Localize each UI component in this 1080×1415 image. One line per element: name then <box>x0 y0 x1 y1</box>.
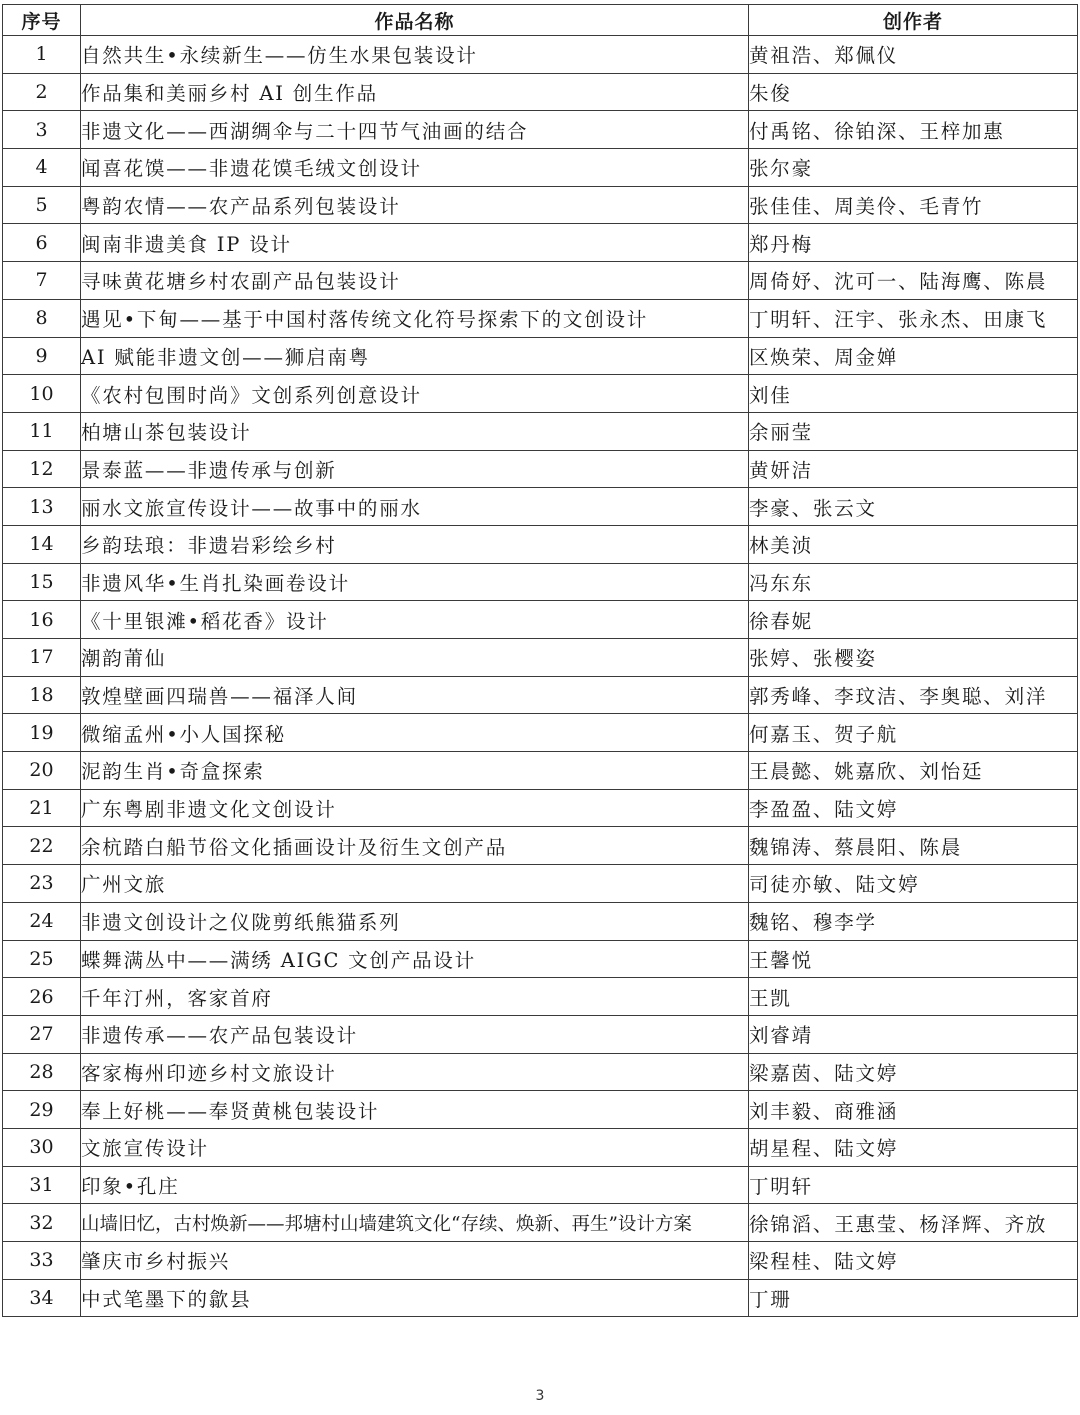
work-author: 李豪、张云文 <box>749 488 1078 526</box>
row-number: 2 <box>3 73 81 111</box>
table-row <box>3 940 1078 978</box>
work-author: 张尔豪 <box>749 149 1078 187</box>
table-body <box>3 36 1078 1317</box>
table-row <box>3 789 1078 827</box>
row-number: 17 <box>3 639 81 677</box>
table-header <box>3 5 1078 36</box>
row-number: 28 <box>3 1053 81 1091</box>
work-title: 闻喜花馍——非遗花馍毛绒文创设计 <box>81 149 749 187</box>
work-author: 李盈盈、陆文婷 <box>749 789 1078 827</box>
work-author: 王馨悦 <box>749 940 1078 978</box>
table-row <box>3 450 1078 488</box>
work-author: 张佳佳、周美伶、毛青竹 <box>749 186 1078 224</box>
work-author: 余丽莹 <box>749 412 1078 450</box>
work-title: 《农村包围时尚》文创系列创意设计 <box>81 375 749 413</box>
row-number: 1 <box>3 36 81 74</box>
row-number: 13 <box>3 488 81 526</box>
table-row <box>3 488 1078 526</box>
table-row <box>3 827 1078 865</box>
table-row <box>3 525 1078 563</box>
table-row <box>3 639 1078 677</box>
work-title: 遇见•下甸——基于中国村落传统文化符号探索下的文创设计 <box>81 299 749 337</box>
table-row <box>3 299 1078 337</box>
work-author: 胡星程、陆文婷 <box>749 1128 1078 1166</box>
row-number: 24 <box>3 902 81 940</box>
work-title: 微缩孟州•小人国探秘 <box>81 714 749 752</box>
work-author: 刘睿靖 <box>749 1015 1078 1053</box>
work-title: 自然共生•永续新生——仿生水果包装设计 <box>81 36 749 74</box>
work-author: 区焕荣、周金婵 <box>749 337 1078 375</box>
work-author: 朱俊 <box>749 73 1078 111</box>
table-row <box>3 1015 1078 1053</box>
work-title: 广东粤剧非遗文化文创设计 <box>81 789 749 827</box>
row-number: 32 <box>3 1204 81 1242</box>
work-author: 魏锦涛、蔡晨阳、陈晨 <box>749 827 1078 865</box>
work-title: 柏塘山茶包装设计 <box>81 412 749 450</box>
table-row <box>3 1128 1078 1166</box>
work-author: 林美浈 <box>749 525 1078 563</box>
work-title: 非遗文化——西湖绸伞与二十四节气油画的结合 <box>81 111 749 149</box>
row-number: 9 <box>3 337 81 375</box>
table-row <box>3 865 1078 903</box>
row-number: 14 <box>3 525 81 563</box>
table-row <box>3 1091 1078 1129</box>
work-author: 梁嘉茵、陆文婷 <box>749 1053 1078 1091</box>
work-author: 张婷、张樱姿 <box>749 639 1078 677</box>
work-author: 郑丹梅 <box>749 224 1078 262</box>
header-title: 作品名称 <box>81 5 749 36</box>
row-number: 30 <box>3 1128 81 1166</box>
work-author: 黄妍洁 <box>749 450 1078 488</box>
row-number: 31 <box>3 1166 81 1204</box>
table-row <box>3 676 1078 714</box>
work-author: 梁程桂、陆文婷 <box>749 1242 1078 1280</box>
row-number: 27 <box>3 1015 81 1053</box>
row-number: 34 <box>3 1279 81 1317</box>
table-row <box>3 375 1078 413</box>
table-row <box>3 714 1078 752</box>
work-title: 中式笔墨下的歙县 <box>81 1279 749 1317</box>
work-title: 丽水文旅宣传设计——故事中的丽水 <box>81 488 749 526</box>
table-row <box>3 1204 1078 1242</box>
table-row <box>3 1279 1078 1317</box>
table-row <box>3 186 1078 224</box>
work-author: 王晨懿、姚嘉欣、刘怡廷 <box>749 752 1078 790</box>
row-number: 15 <box>3 563 81 601</box>
row-number: 20 <box>3 752 81 790</box>
works-table <box>2 4 1078 1317</box>
work-title: 非遗文创设计之仪陇剪纸熊猫系列 <box>81 902 749 940</box>
work-author: 刘佳 <box>749 375 1078 413</box>
work-title: 余杭踏白船节俗文化插画设计及衍生文创产品 <box>81 827 749 865</box>
work-author: 刘丰毅、商雅涵 <box>749 1091 1078 1129</box>
row-number: 8 <box>3 299 81 337</box>
table-row <box>3 601 1078 639</box>
work-title: 作品集和美丽乡村 AI 创生作品 <box>81 73 749 111</box>
work-title: 泥韵生肖•奇盒探索 <box>81 752 749 790</box>
table-row <box>3 1242 1078 1280</box>
row-number: 3 <box>3 111 81 149</box>
work-author: 司徒亦敏、陆文婷 <box>749 865 1078 903</box>
table-row <box>3 563 1078 601</box>
work-author: 丁明轩 <box>749 1166 1078 1204</box>
table-row <box>3 978 1078 1016</box>
work-author: 徐锦滔、王惠莹、杨泽辉、齐放 <box>749 1204 1078 1242</box>
header-row <box>3 5 1078 36</box>
work-author: 郭秀峰、李玟洁、李奥聪、刘洋 <box>749 676 1078 714</box>
row-number: 21 <box>3 789 81 827</box>
header-no: 序号 <box>3 5 81 36</box>
work-author: 丁珊 <box>749 1279 1078 1317</box>
table-row <box>3 752 1078 790</box>
row-number: 5 <box>3 186 81 224</box>
work-author: 冯东东 <box>749 563 1078 601</box>
row-number: 23 <box>3 865 81 903</box>
work-title: 《十里银滩•稻花香》设计 <box>81 601 749 639</box>
table-row <box>3 73 1078 111</box>
row-number: 16 <box>3 601 81 639</box>
page-number: 3 <box>535 1388 545 1404</box>
work-author: 周倚妤、沈可一、陆海鹰、陈晨 <box>749 262 1078 300</box>
work-title: 乡韵珐琅：非遗岩彩绘乡村 <box>81 525 749 563</box>
work-title: 非遗传承——农产品包装设计 <box>81 1015 749 1053</box>
work-title: 山墙旧忆，古村焕新——邦塘村山墙建筑文化“存续、焕新、再生”设计方案 <box>81 1204 749 1242</box>
work-title: 景泰蓝——非遗传承与创新 <box>81 450 749 488</box>
table-row <box>3 149 1078 187</box>
row-number: 7 <box>3 262 81 300</box>
work-author: 王凯 <box>749 978 1078 1016</box>
work-title: 奉上好桃——奉贤黄桃包装设计 <box>81 1091 749 1129</box>
work-title: 潮韵莆仙 <box>81 639 749 677</box>
work-title: 印象•孔庄 <box>81 1166 749 1204</box>
work-title: 肇庆市乡村振兴 <box>81 1242 749 1280</box>
table-row <box>3 412 1078 450</box>
row-number: 11 <box>3 412 81 450</box>
work-author: 徐春妮 <box>749 601 1078 639</box>
row-number: 26 <box>3 978 81 1016</box>
work-author: 黄祖浩、郑佩仪 <box>749 36 1078 74</box>
work-title: 闽南非遗美食 IP 设计 <box>81 224 749 262</box>
row-number: 22 <box>3 827 81 865</box>
work-title: 敦煌壁画四瑞兽——福泽人间 <box>81 676 749 714</box>
work-title: 文旅宣传设计 <box>81 1128 749 1166</box>
table-row <box>3 1053 1078 1091</box>
row-number: 10 <box>3 375 81 413</box>
row-number: 19 <box>3 714 81 752</box>
work-title: 蝶舞满丛中——满绣 AIGC 文创产品设计 <box>81 940 749 978</box>
work-title: 粤韵农情——农产品系列包装设计 <box>81 186 749 224</box>
work-title: 千年汀州，客家首府 <box>81 978 749 1016</box>
work-title: 非遗风华•生肖扎染画卷设计 <box>81 563 749 601</box>
row-number: 25 <box>3 940 81 978</box>
work-author: 付禹铭、徐铂深、王梓加惠 <box>749 111 1078 149</box>
work-author: 何嘉玉、贺子航 <box>749 714 1078 752</box>
work-author: 丁明轩、汪宇、张永杰、田康飞 <box>749 299 1078 337</box>
table-row <box>3 224 1078 262</box>
table-row <box>3 36 1078 74</box>
table-row <box>3 337 1078 375</box>
table-row <box>3 262 1078 300</box>
work-title: AI 赋能非遗文创——狮启南粤 <box>81 337 749 375</box>
row-number: 18 <box>3 676 81 714</box>
row-number: 33 <box>3 1242 81 1280</box>
work-title: 寻味黄花塘乡村农副产品包装设计 <box>81 262 749 300</box>
work-title: 客家梅州印迹乡村文旅设计 <box>81 1053 749 1091</box>
header-author: 创作者 <box>749 5 1078 36</box>
work-author: 魏铭、穆李学 <box>749 902 1078 940</box>
work-title: 广州文旅 <box>81 865 749 903</box>
row-number: 4 <box>3 149 81 187</box>
row-number: 29 <box>3 1091 81 1129</box>
table-row <box>3 111 1078 149</box>
row-number: 6 <box>3 224 81 262</box>
table-row <box>3 1166 1078 1204</box>
table-row <box>3 902 1078 940</box>
row-number: 12 <box>3 450 81 488</box>
